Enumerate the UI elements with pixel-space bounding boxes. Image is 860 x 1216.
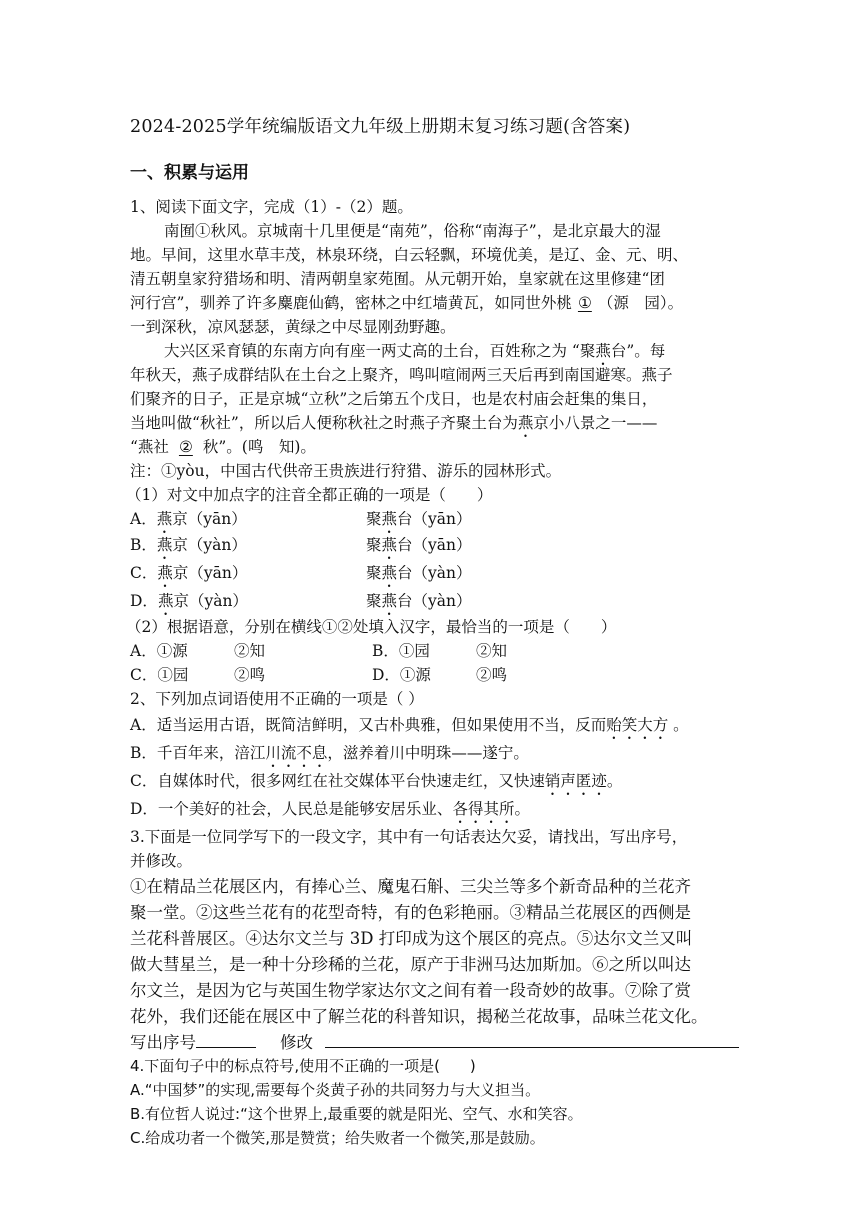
option-letter: A． <box>130 510 157 528</box>
option-b-part2: ②知 <box>476 642 508 660</box>
option-text: 台（yàn） <box>397 564 472 582</box>
option-c-part2: ②鸣 <box>234 666 266 684</box>
section-heading: 一、积累与运用 <box>130 163 249 183</box>
q1-sub1-option-d <box>130 591 472 619</box>
q3-answer-row <box>130 1032 739 1053</box>
q4-option-b: B.有位哲人说过:“这个世界上,最重要的就是阳光、空气、水和笑容。 <box>130 1105 583 1123</box>
option-letter: C． <box>130 564 158 582</box>
q2-option-a <box>130 715 689 743</box>
fix-label: 修改 <box>280 1033 313 1052</box>
option-text: 。 <box>606 772 623 790</box>
q1-p2-line4-text: 当地叫做“秋社”，所以后人便称秋社之时燕子齐聚土台为 <box>130 414 518 432</box>
dotted-char: 燕 <box>595 342 611 360</box>
q4-option-c: C.给成功者一个微笑,那是赞赏；给失败者一个微笑,那是鼓励。 <box>130 1129 545 1147</box>
option-letter: B． <box>130 536 157 554</box>
blank-1: ① <box>577 294 592 312</box>
q1-sub2-row2 <box>130 665 508 685</box>
option-text: 聚 <box>366 564 382 582</box>
option-b: B．①园 <box>372 642 430 660</box>
q1-p1-line4 <box>130 293 683 313</box>
q1-p1-line2: 地。早间，这里水草丰茂，林泉环绕，白云轻飘，环境优美，是辽、金、元、明、 <box>130 246 689 264</box>
dotted-char: 燕 <box>381 564 398 582</box>
q1-p2-line4-end: 京小八景之一—— <box>533 414 658 432</box>
q1-p2-line2: 年秋天，燕子成群结队在土台之上聚齐，鸣叫喧闹两三天后再到南国避寒。燕子 <box>130 366 673 384</box>
q1-p2-line5 <box>130 437 316 457</box>
q2-option-b <box>130 743 529 771</box>
q3-line7: 尔文兰，是因为它与英国生物学家达尔文之间有着一段奇妙的故事。⑦除了赏 <box>130 981 691 1000</box>
option-letter: D． <box>130 592 158 610</box>
option-text: C．自媒体时代，很多网红在社交媒体平台快速走红，又快速 <box>130 772 545 790</box>
q1-sub2-row1 <box>130 641 508 661</box>
option-a-part2: ②知 <box>234 642 266 660</box>
dotted-phrase: 销声匿迹 <box>544 772 607 790</box>
answer-blank[interactable] <box>196 1032 256 1048</box>
option-text: 。 <box>514 800 530 818</box>
option-text: 聚 <box>366 592 382 610</box>
q1-p1-line5: 一到深秋，凉风瑟瑟，黄绿之中尽显刚劲野趣。 <box>130 318 456 336</box>
option-text: 京（yān） <box>172 510 247 528</box>
blank-1-choices: （源 园）。 <box>597 294 684 312</box>
q1-sub2-stem: （2）根据语意，分别在横线①②处填入汉字，最恰当的一项是（ ） <box>126 618 617 636</box>
option-text: D．一个美好的社会，人民总是能够安居乐业、 <box>130 800 453 818</box>
dotted-phrase: 各得其所 <box>452 800 515 818</box>
q1-p1-line1: 南囿①秋风。京城南十几里便是“南苑”，俗称“南海子”，是北京最大的湿 <box>164 222 661 240</box>
answer-label: 写出序号 <box>130 1033 196 1052</box>
blank-2-choices: 秋”。(鸣 知)。 <box>202 438 316 456</box>
option-text: 京（yān） <box>172 564 248 582</box>
blank-2: ② <box>178 438 193 456</box>
option-text: 台（yàn） <box>397 592 472 610</box>
dotted-char: 燕 <box>381 592 398 610</box>
option-text: ，滋养着川中明珠——遂宁。 <box>327 744 529 762</box>
dotted-char: 燕 <box>157 592 174 610</box>
option-text: 京（yàn） <box>172 536 247 554</box>
q1-sub1-stem: （1）对文中加点字的注音全都正确的一项是（ ） <box>126 486 493 504</box>
fix-blank[interactable] <box>325 1032 739 1048</box>
dotted-char: 燕 <box>517 414 534 432</box>
q2-option-d <box>130 799 530 827</box>
q1-note: 注：①yòu，中国古代供帝王贵族进行狩猎、游乐的园林形式。 <box>130 462 562 480</box>
q3-line2: 并修改。 <box>130 852 193 870</box>
dotted-phrase: 贻笑大方 <box>606 716 669 734</box>
dotted-char: 燕 <box>381 536 398 554</box>
dotted-char: 燕 <box>157 564 173 582</box>
option-text: 。 <box>668 716 689 734</box>
option-d: D．①源 <box>372 666 431 684</box>
q3-line6: 做大彗星兰，是一种十分珍稀的兰花，原产于非洲马达加斯加。⑥之所以叫达 <box>130 955 691 974</box>
q1-p1-line4-text: 河行宫”，驯养了许多麋鹿仙鹤，密林之中红墙黄瓦，如同世外桃 <box>130 294 572 312</box>
option-text: 台（yān） <box>397 510 472 528</box>
q1-p2-line1-end: 台”。每 <box>610 342 666 360</box>
q1-p2-line1-text: 大兴区采育镇的东南方向有座一两丈高的土台，百姓称之为 “聚 <box>164 342 596 360</box>
q4-stem: 4.下面句子中的标点符号,使用不正确的一项是( ) <box>130 1057 476 1075</box>
dotted-phrase: 川流不息 <box>265 744 328 762</box>
option-text: 台（yān） <box>397 536 472 554</box>
q1-p2-line5-text: “燕社 <box>130 438 169 456</box>
q1-sub1-option-c <box>130 563 472 591</box>
q1-p1-line3: 清五朝皇家狩猎场和明、清两朝皇家苑囿。从元朝开始，皇家就在这里修建“团 <box>130 270 665 288</box>
option-a: A．①源 <box>130 642 188 660</box>
option-text: B．千百年来，涪江 <box>130 744 266 762</box>
dotted-char: 燕 <box>381 510 398 528</box>
q2-stem: 2、下列加点词语使用不正确的一项是（ ） <box>130 690 424 708</box>
dotted-char: 燕 <box>156 536 173 554</box>
q1-sub1-option-b <box>130 535 472 563</box>
q3-line3: ①在精品兰花展区内，有捧心兰、魔鬼石斛、三尖兰等多个新奇品种的兰花齐 <box>130 877 691 896</box>
dotted-char: 燕 <box>156 510 173 528</box>
q3-line8: 花外，我们还能在展区中了解兰花的科普知识，揭秘兰花故事，品味兰花文化。 <box>130 1007 708 1026</box>
q3-line4: 聚一堂。②这些兰花有的花型奇特，有的色彩艳丽。③精品兰花展区的西侧是 <box>130 903 691 922</box>
q1-stem: 1、阅读下面文字，完成（1）-（2）题。 <box>130 198 413 216</box>
option-d-part2: ②鸣 <box>476 666 508 684</box>
option-text: A．适当运用古语，既简洁鲜明，又古朴典雅，但如果使用不当，反而 <box>130 716 607 734</box>
q3-line1: 3.下面是一位同学写下的一段文字，其中有一句话表达欠妥，请找出，写出序号， <box>130 828 688 846</box>
q1-sub1-option-a <box>130 509 472 537</box>
q2-option-c <box>130 771 622 799</box>
option-text: 聚 <box>366 536 382 554</box>
option-c: C．①园 <box>130 666 189 684</box>
option-text: 聚 <box>366 510 382 528</box>
q1-p2-line3: 们聚齐的日子，正是京城“立秋”之后第五个戊日，也是农村庙会赶集的集日， <box>130 390 658 408</box>
q4-option-a: A.“中国梦”的实现,需要每个炎黄子孙的共同努力与大义担当。 <box>130 1081 541 1099</box>
page-title: 2024-2025学年统编版语文九年级上册期末复习练习题(含答案) <box>130 117 631 137</box>
q3-line5: 兰花科普展区。④达尔文兰与 3D 打印成为这个展区的亮点。⑤达尔文兰又叫 <box>130 929 693 948</box>
option-text: 京（yàn） <box>173 592 248 610</box>
